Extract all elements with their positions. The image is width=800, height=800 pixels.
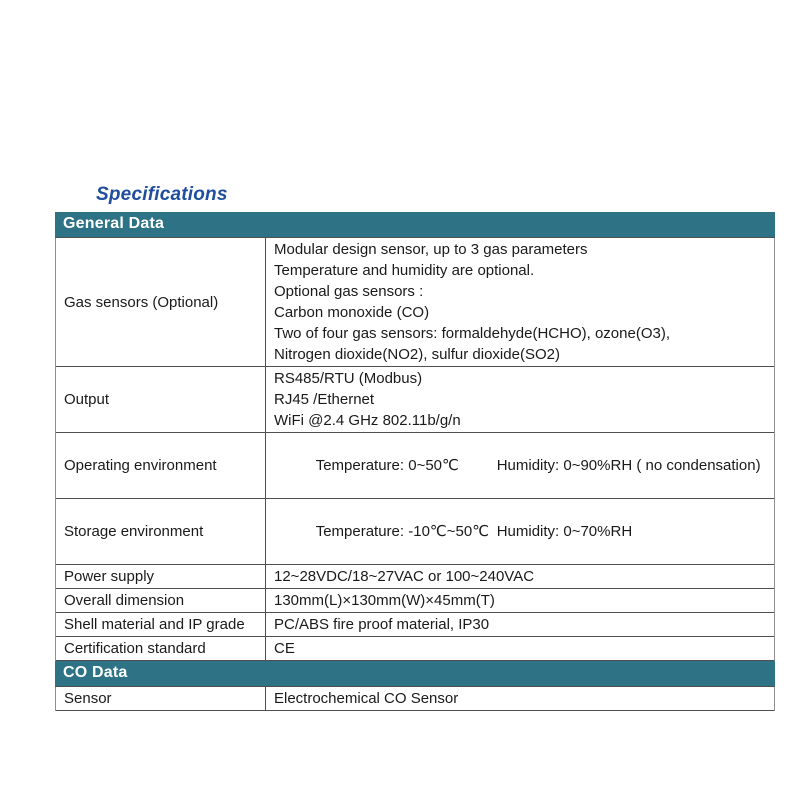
table-row-overall-dimension [56, 589, 774, 613]
value-line: 130mm(L)×130mm(W)×45mm(T) [274, 592, 495, 609]
table-row-output [56, 367, 774, 433]
value-line: Temperature and humidity are optional. [274, 262, 535, 279]
section-header-general-data: General Data [55, 212, 775, 238]
value-line: Electrochemical CO Sensor [274, 690, 459, 707]
value-line: RJ45 /Ethernet [274, 391, 375, 408]
row-value-output [266, 367, 774, 432]
value-line [274, 500, 766, 563]
row-value-power-supply [266, 565, 774, 588]
row-label-overall-dimension: Overall dimension [56, 589, 266, 612]
specifications-table [55, 212, 775, 711]
value-line: Nitrogen dioxide(NO2), sulfur dioxide(SO2) [274, 346, 560, 363]
section-header-co-data: CO Data [55, 661, 775, 687]
value-line: WiFi @2.4 GHz 802.11b/g/n [274, 412, 461, 429]
value-line [274, 434, 766, 497]
row-value-shell-material [266, 613, 774, 636]
temperature-range-value: Temperature: -10℃~50℃ [315, 523, 490, 540]
row-value-operating-environment [266, 433, 774, 498]
value-line: RS485/RTU (Modbus) [274, 370, 423, 387]
row-label-operating-environment: Operating environment [56, 433, 266, 498]
table-row-sensor [56, 687, 774, 711]
table-row-shell-material [56, 613, 774, 637]
row-label-gas-sensors: Gas sensors (Optional) [56, 238, 266, 366]
table-row-certification-standard [56, 637, 774, 661]
table-row-gas-sensors [56, 238, 774, 367]
value-line: Modular design sensor, up to 3 gas parameters [274, 241, 588, 258]
page-title: Specifications [96, 184, 228, 205]
table-row-operating-environment [56, 433, 774, 499]
row-label-certification-standard: Certification standard [56, 637, 266, 660]
row-label-shell-material: Shell material and IP grade [56, 613, 266, 636]
row-label-storage-environment: Storage environment [56, 499, 266, 564]
value-line: CE [274, 640, 295, 657]
row-value-overall-dimension [266, 589, 774, 612]
table-row-power-supply [56, 565, 774, 589]
table-row-storage-environment [56, 499, 774, 565]
row-value-certification-standard [266, 637, 774, 660]
row-label-output: Output [56, 367, 266, 432]
value-line: Two of four gas sensors: formaldehyde(HCHO), ozone(O3), [274, 325, 670, 342]
humidity-range-value: Humidity: 0~70%RH [496, 523, 633, 540]
row-value-storage-environment [266, 499, 774, 564]
value-line: PC/ABS fire proof material, IP30 [274, 616, 490, 633]
row-label-power-supply: Power supply [56, 565, 266, 588]
value-line: 12~28VDC/18~27VAC or 100~240VAC [274, 568, 535, 585]
row-label-sensor: Sensor [56, 687, 266, 710]
value-line: Optional gas sensors : [274, 283, 424, 300]
row-value-gas-sensors [266, 238, 774, 366]
temperature-range-value: Temperature: 0~50℃ [315, 457, 459, 474]
row-value-sensor [266, 687, 774, 710]
value-line: Carbon monoxide (CO) [274, 304, 430, 321]
humidity-range-value: Humidity: 0~90%RH ( no condensation) [496, 457, 761, 474]
